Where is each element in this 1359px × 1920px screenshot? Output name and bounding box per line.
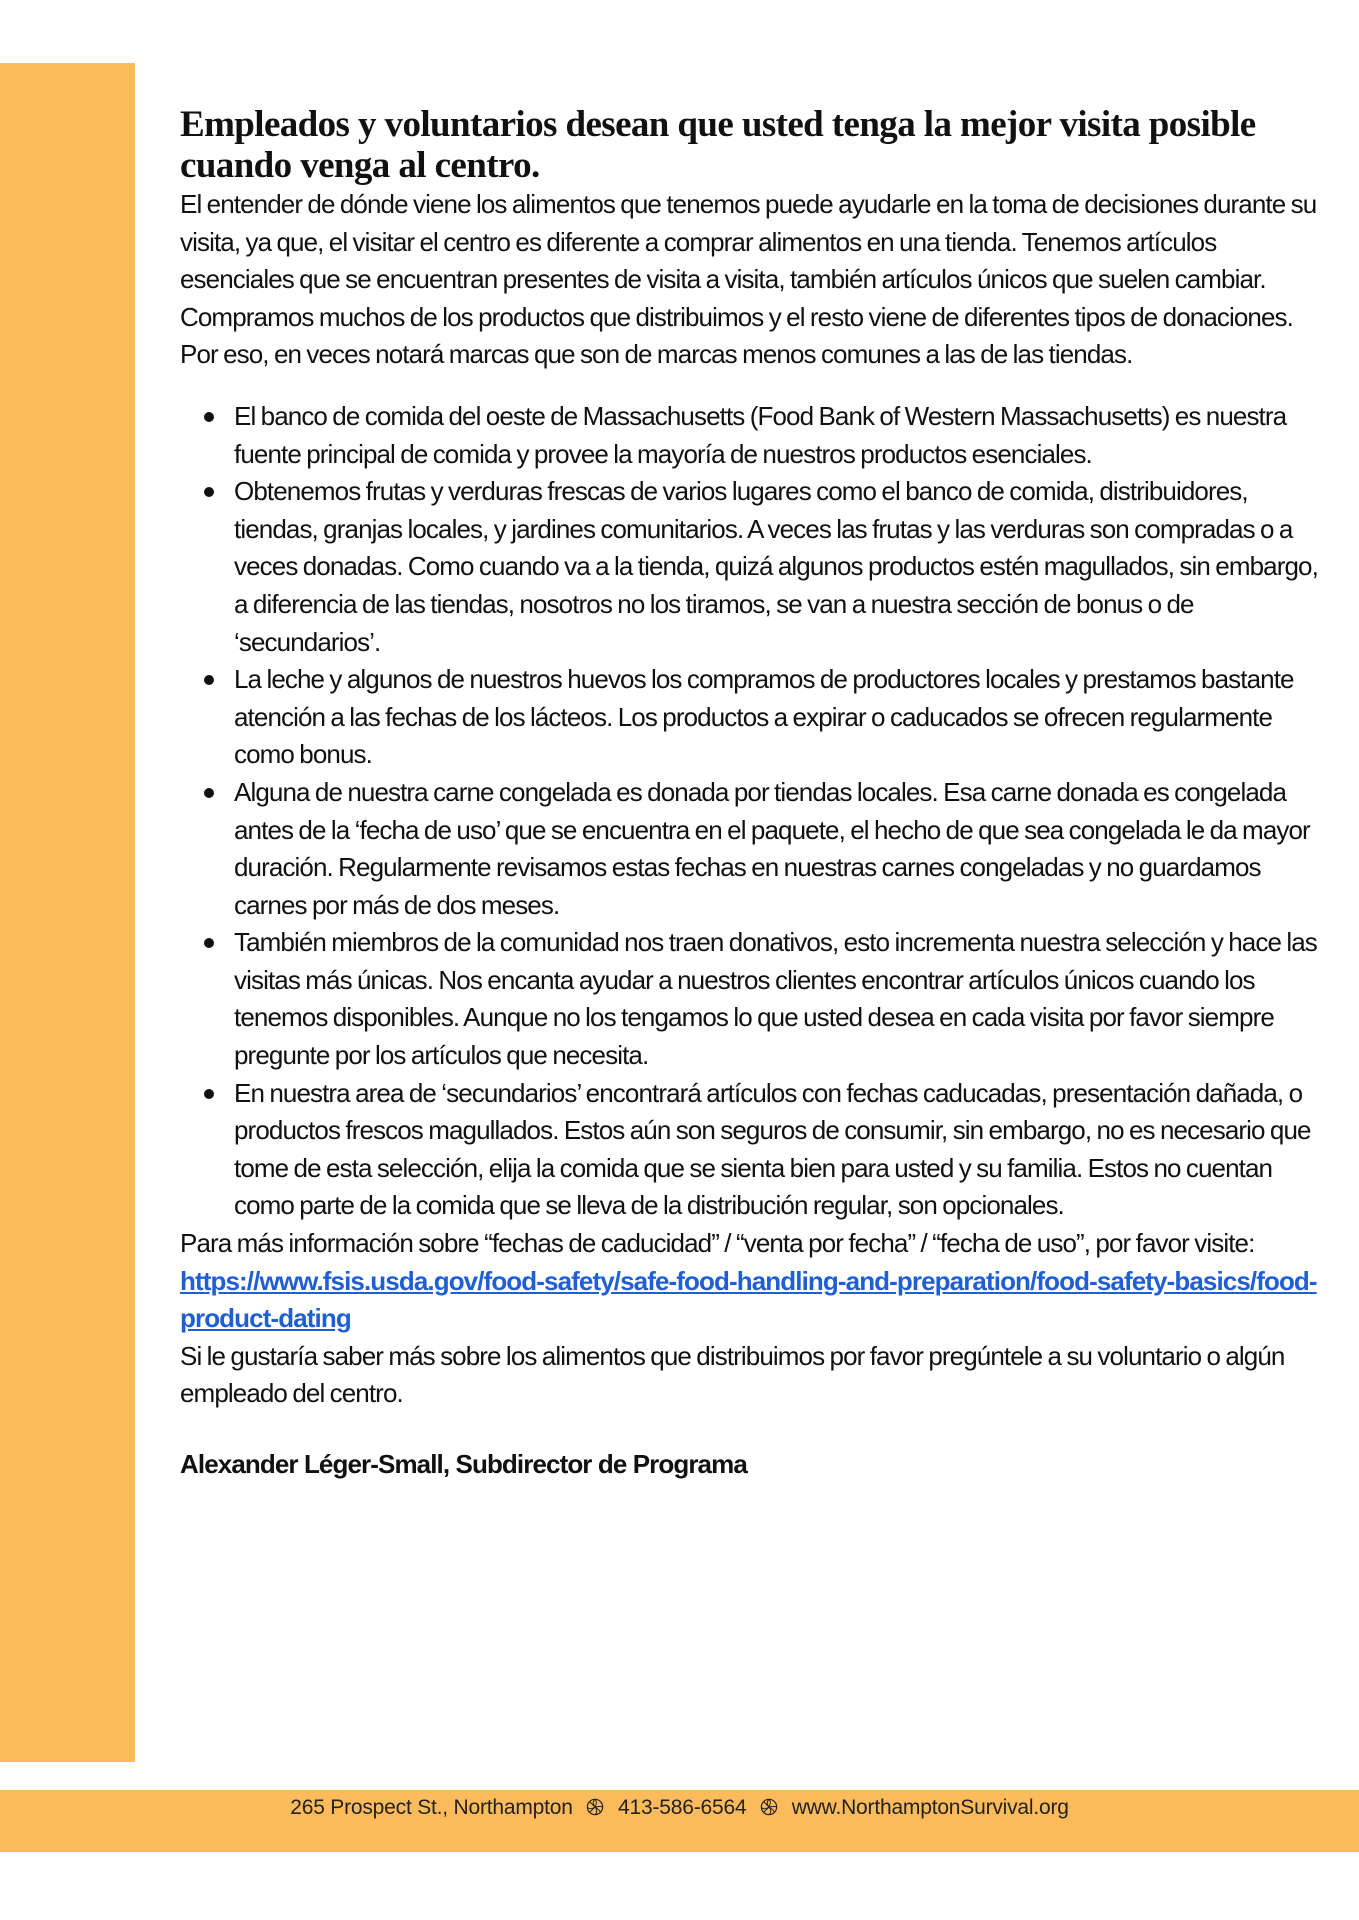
bullet-icon xyxy=(204,675,214,685)
footer-contact xyxy=(0,1796,1359,1820)
swirl-logo-icon xyxy=(760,1798,778,1816)
more-info-paragraph xyxy=(180,1225,1320,1338)
bullet-icon xyxy=(204,412,214,422)
usda-link[interactable]: https://www.fsis.usda.gov/food-safety/safe-food-handling-and-preparation/food-safety-basics/food-product-dating xyxy=(180,1265,1317,1334)
page-title: Empleados y voluntarios desean que usted tenga la mejor visita posible cuando venga al centro. xyxy=(180,104,1256,186)
footer-band xyxy=(0,1790,1359,1852)
list-item-text: El banco de comida del oeste de Massachusetts (Food Bank of Western Massachusetts) es nuestra fuente principal de comida y provee la mayoría de nuestros productos esenciales. xyxy=(234,400,1287,469)
footer-phone: 413-586-6564 xyxy=(618,1796,747,1819)
list-item-text: Obtenemos frutas y verduras frescas de varios lugares como el banco de comida, distribuidores, tiendas, granjas locales, y jardines comunitarios. A veces las frutas y las verduras son compradas o a veces donadas. Como cuando va a la tienda, quizá algunos productos estén magullados, sin embargo, a diferencia de las tiendas, nosotros no los tiramos, se van a nuestra sección de bonus o de ‘secundarios’. xyxy=(234,476,1318,657)
sources-list xyxy=(180,398,1320,1225)
intro-paragraph: El entender de dónde viene los alimentos que tenemos puede ayudarle en la toma de decisiones durante su visita, ya que, el visitar el centro es diferente a comprar alimentos en una tienda. Tenemos artículos esenciales que se encuentran presentes de visita a visita, también artículos únicos que suelen cambiar. Compramos muchos de los productos que distribuimos y el resto viene de diferentes tipos de donaciones. Por eso, en veces notará marcas que son de marcas menos comunes a las de las tiendas. xyxy=(180,189,1317,370)
bullet-icon xyxy=(204,938,214,948)
list-item xyxy=(180,661,1320,774)
left-accent-band xyxy=(0,63,135,1762)
swirl-logo-icon xyxy=(586,1798,604,1816)
signature: Alexander Léger-Small, Subdirector de Programa xyxy=(180,1449,747,1479)
list-item xyxy=(180,1075,1320,1225)
bullet-icon xyxy=(204,788,214,798)
ask-paragraph: Si le gustaría saber más sobre los alimentos que distribuimos por favor pregúntele a su voluntario o algún empleado del centro. xyxy=(180,1340,1285,1409)
list-item-text: En nuestra area de ‘secundarios’ encontrará artículos con fechas caducadas, presentación dañada, o productos frescos magullados. Estos aún son seguros de consumir, sin embargo, no es necesario que tome de esta selección, elija la comida que se sienta bien para usted y su familia. Estos no cuentan como parte de la comida que se lleva de la distribución regular, son opcionales. xyxy=(234,1077,1311,1221)
list-item-text: Alguna de nuestra carne congelada es donada por tiendas locales. Esa carne donada es congelada antes de la ‘fecha de uso’ que se encuentra en el paquete, el hecho de que sea congelada le da mayor duración. Regularmente revisamos estas fechas en nuestras carnes congeladas y no guardamos carnes por más de dos meses. xyxy=(234,776,1310,920)
list-item xyxy=(180,398,1320,473)
list-item-text: También miembros de la comunidad nos traen donativos, esto incrementa nuestra selección y hace las visitas más únicas. Nos encanta ayudar a nuestros clientes encontrar artículos únicos cuando los tenemos disponibles. Aunque no los tengamos lo que usted desea en cada visita por favor siempre pregunte por los artículos que necesita. xyxy=(234,927,1317,1071)
bullet-icon xyxy=(204,1089,214,1099)
list-item xyxy=(180,473,1320,661)
list-item xyxy=(180,924,1320,1074)
footer-address: 265 Prospect St., Northampton xyxy=(290,1796,573,1819)
more-info-text: Para más información sobre “fechas de caducidad” / “venta por fecha” / “fecha de uso”, por favor visite: xyxy=(180,1228,1255,1259)
list-item xyxy=(180,774,1320,924)
footer-website: www.NorthamptonSurvival.org xyxy=(791,1796,1069,1819)
letter-content xyxy=(180,104,1320,1484)
bullet-icon xyxy=(204,487,214,497)
list-item-text: La leche y algunos de nuestros huevos los compramos de productores locales y prestamos bastante atención a las fechas de los lácteos. Los productos a expirar o caducados se ofrecen regularmente como bonus. xyxy=(234,664,1294,770)
